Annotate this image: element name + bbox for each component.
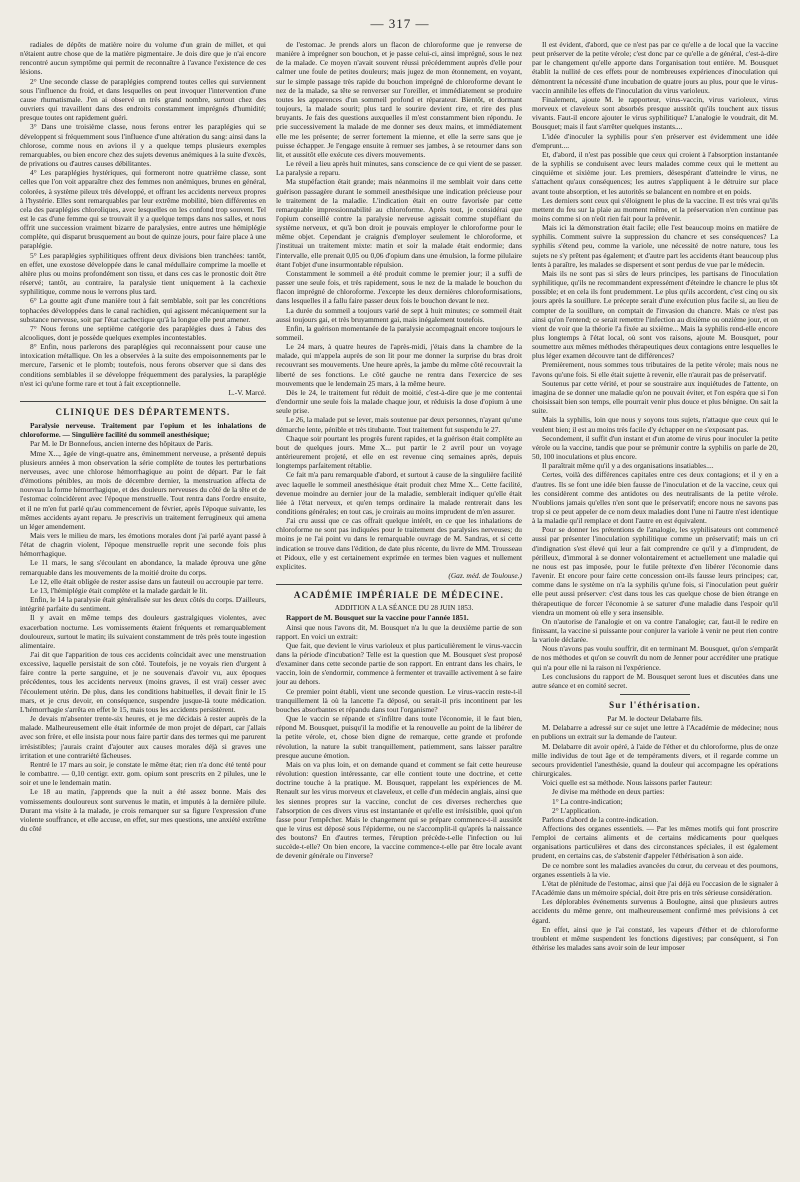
paragraph: Les conclusions du rapport de M. Bousquet seront lues et discutées dans une autre séance et en comité secret. <box>532 671 778 690</box>
paragraph: Que le vaccin se répande et s'infiltre dans toute l'économie, il le faut bien, répond M. Bousquet, puisqu'il la modifie et la renouvelle au point de la libérer de la petite vérole, et, chose bien digne de remarque, cette grande et profonde révolution, la nature la subit tranquillement, patiemment, sans laisser paraître presque aucune émotion. <box>276 714 522 760</box>
paragraph: 6° La goutte agit d'une manière tout à fait semblable, soit par les concrétions tophacées développées dans le canal rachidien, qui agissent mécaniquement sur la substance nerveuse, soit par l'état cachectique qu'à la longue elle peut amener. <box>20 296 266 324</box>
paragraph: J'ai cru aussi que ce cas offrait quelque intérêt, en ce que les inhalations de chloroforme ne sont pas indiquées pour le traitement des paralysies nerveuses; du moins je ne l'ai point vu dans le remarquable ouvrage de M. Sandras, et si cette indication se trouve dans l'édition, de date plus récente, du livre de MM. Trousseau et Pidoux, elle y est certainement exprimée en termes bien vagues et nullement explicites. <box>276 516 522 571</box>
section-divider <box>276 584 522 585</box>
paragraph: Le 12, elle était obligée de rester assise dans un fauteuil ou accroupie par terre. <box>30 576 264 586</box>
paragraph: 5° Les paraplégies syphilitiques offrent deux divisions bien tranchées: tantôt, en effet, une exostose développée dans le canal médullaire comprime la moelle et altère plus ou moins profondément son tissu, et dans ces cas le pronostic doit être réservé; tantôt, au contraire, la paralysie tient uniquement à la cachexie syphilitique, comme nous le verrons plus tard. <box>20 250 266 297</box>
paragraph: M. Delabarre a adressé sur ce sujet une lettre à l'Académie de médecine; nous en publions un extrait sur la demande de l'auteur. <box>532 723 778 742</box>
paragraph: Secondement, il suffit d'un instant et d'un atome de virus pour inoculer la petite vérole ou la vaccine, tandis que pour se prémunir contre la syphilis on parle de 20, 50, 100 inoculations et plus encore. <box>532 433 778 462</box>
paragraph: On n'autorise de l'analogie et on va contre l'analogie; car, faut-il le redire en finissant, la vaccine si puissante pour conjurer la variole à venir ne peut rien contre la variole déclarée. <box>532 616 778 645</box>
paragraph: Et, d'abord, il n'est pas possible que ceux qui croient à l'absorption instantanée de la syphilis se conduisent avec leurs malades comme ceux qui le mettent au cinquième et sixième jour. Les premiers, désespérant d'atteindre le virus, ne s'attachent qu'aux conséquences; les autres s'appliquent à le détruire sur place avant toute absorption, et les autorités se balancent en nombre et en poids. <box>532 149 778 196</box>
paragraph: Finalement, ajoute M. le rapporteur, virus-vaccin, virus varioleux, virus morveux et claveleux sont absorbés presque aussitôt qu'ils touchent aux tissus vivants. Faut-il encore ajouter le virus syphilitique? L'analogie le voudrait, dit M. Bousquet; mais il faut s'arrêter quelques instants.... <box>532 94 778 132</box>
paragraph: Constamment le sommeil a été produit comme le premier jour; il a suffi de passer une seule fois, et très rapidement, sous le nez de la malade le bouchon du flacon imprégné de chloroforme. J'excepte les deux dernières chloroformisations, dans lesquelles il a fallu faire passer deux fois le bouchon devant le nez. <box>276 268 522 306</box>
list-item: Je divise ma méthode en deux parties: <box>552 787 665 797</box>
list-item: 2° L'application. <box>552 805 602 815</box>
paragraph: En effet, ainsi que je l'ai constaté, les vapeurs d'éther et de chloroforme troublent et même suspendent les fonctions digestives; par conséquent, si l'on éthérise les malades sans avoir soin de leur imposer <box>532 924 778 952</box>
paragraph: Mais ils ne sont pas si sûrs de leurs principes, les partisans de l'inoculation syphilitique, qu'ils ne recommandent expressément d'éteindre le chancre le plus tôt possible; et en cela ils font prudemment. Le plus qu'ils accordent, c'est cinq ou six jours après la souillure. Le précepte serait d'une exécution plus facile si, au lieu de compter de la souillure, on comptait de l'invasion du chancre. Mais ce n'est pas ainsi qu'on l'entend; ce serait remettre l'infection au dixième ou onzième jour, et on vient de voir que la théorie l'a fixée au sixième... Mais la syphilis rend-elle encore plus longtemps à l'état local, où sont vos raisons, ajoute M. Bousquet, pour soumettre aux mêmes méthodes thérapeutiques deux contagions entre lesquelles le plus léger examen découvre tant de différences? <box>532 268 778 361</box>
paragraph: Les derniers sont ceux qui s'éloignent le plus de la vaccine. Il est très vrai qu'ils mettent du feu sur la plaie au moment même, et la préservation n'en continue pas moins comme si on n'eût rien fait pour la prévenir. <box>532 195 778 223</box>
paragraph: Le réveil a lieu après huit minutes, sans conscience de ce qui vient de se passer. La paralysie a reparu. <box>276 159 522 178</box>
paragraph: L'idée d'inoculer la syphilis pour s'en préserver est évidemment une idée d'emprunt.... <box>532 131 778 150</box>
paragraph: Le 13, l'hémiplégie était complète et la malade gardait le lit. <box>30 585 208 595</box>
paragraph: 7° Nous ferons une septième catégorie des paraplégies dues à l'abus des alcooliques, dont je possède quelques exemples incontestables. <box>20 323 266 342</box>
paragraph: Le 18 au matin, j'apprends que la nuit a été assez bonne. Mais des vomissements douloureux sont survenus le matin, et imputés à la dernière pilule. Durant ma visite à la malade, je crois remarquer sur sa figure l'expression d'une violente souffrance, et elle accuse, en effet, sur mes questions, une anxiété extrême du côté <box>20 787 266 833</box>
paragraph: Il y avait en même temps des douleurs gastralgiques violentes, avec exacerbation nocturne. Les vomissements étaient fréquents et remarquablement douloureux, surtout le matin; ils suivaient constamment de très près toute ingestion alimentaire. <box>20 613 266 650</box>
article-title: Paralysie nerveuse. Traitement par l'opium et les inhalations de chloroforme. — Singulière facilité du sommeil anesthésique; <box>20 421 266 440</box>
paragraph: Premièrement, nous sommes tous tributaires de la petite vérole; mais nous ne l'avons qu'une fois. Si elle était sujette à revenir, elle n'aurait pas de préservatif. <box>532 360 778 379</box>
article-title: Rapport de M. Bousquet sur la vaccine pour l'année 1851. <box>286 613 469 623</box>
paragraph: Nous n'avons pas voulu souffrir, dit en terminant M. Bousquet, qu'on s'emparât de nos méthodes et qu'on se couvrît du nom de Jenner pour accréditer une pratique qui n'a pour elle ni la raison ni l'expérience. <box>532 644 778 672</box>
session-heading: ADDITION A LA SÉANCE DU 28 JUIN 1853. <box>334 604 474 613</box>
paragraph: Parlons d'abord de la contre-indication. <box>542 814 659 824</box>
paragraph: Mais ici la démonstration était facile; elle l'est beaucoup moins en matière de syphilis. Comment suivre la suppression du chancre et ses conséquences? La syphilis s'étend peu, comme la variole, une nécessité de notre nature, tous les sujets ne s'y prêtent pas également; et d'autre part les accidents étant beaucoup plus lents à paraître, les malades se dispersent et sont perdus de vue par le médecin. <box>532 223 778 269</box>
paragraph: Chaque soir pourtant les progrès furent rapides, et la guérison était complète au bout de quelques jours. Mme X... put partir le 2 avril pour un voyage antérieurement projeté, et elle en est revenue cinq semaines après, depuis longtemps parfaitement rétablie. <box>276 433 522 471</box>
section-title: CLINIQUE DES DÉPARTEMENTS. <box>55 407 231 418</box>
column-1 <box>20 40 266 1165</box>
section-divider <box>20 401 266 402</box>
paragraph: Rentré le 17 mars au soir, je constate le même état; rien n'a donc été tenté pour le combattre. — 0,10 centigr. extr. gom. opium sont prescrits en 2 pilules, une le soir et une le lendemain matin. <box>20 759 266 788</box>
paragraph: Soutenus par cette vérité, et pour se soustraire aux inquiétudes de l'attente, on imagina de se donner une maladie qu'on ne pouvait éviter, et l'on espéra que si l'on choisissait bien son temps, elle pourrait venir plus douce et plus bénigne. On sait la suite. <box>532 378 778 416</box>
paragraph: Les déplorables événements survenus à Boulogne, ainsi que plusieurs autres accidents du même genre, ont malheureusement confirmé mes prévisions à cet égard. <box>532 897 778 925</box>
paragraph: Certes, voilà des différences capitales entre ces deux contagions; et il y en a d'autres. Ils se font une idée bien fausse de l'inoculation et de la vaccine, ceux qui les considèrent comme des antidotes ou des neutralisants de la petite vérole. N'oublions jamais qu'elles n'en sont que le préservatif; encore nous ne savons pas trop si ce peut appeler de ce nom deux maladies dont l'une ni l'autre n'est identique à la maladie qu'il remplace et dont l'autre en est équivalent. <box>532 470 778 526</box>
paragraph: Que fait, que devient le virus varioleux et plus particulièrement le virus-vaccin dans la période d'incubation? Telle est la question que M. Bousquet s'est proposé d'examiner dans cette seconde partie de son rapport. En entrant dans les chairs, le vaccin, loin de s'endormir, commence à fermenter et travaille activement à se faire jour au dehors. <box>276 640 522 687</box>
paragraph: Ce premier point établi, vient une seconde question. Le virus-vaccin reste-t-il tranquillement là où la lancette l'a déposé, ou serait-il pris incontinent par les bouches absorbantes et répandu dans tout l'organisme? <box>276 686 522 714</box>
signature: L.-V. Marcé. <box>228 387 266 397</box>
paragraph: 2° Une seconde classe de paraplégies comprend toutes celles qui surviennent sous l'influence du froid, et dans lesquelles on peut invoquer l'intervention d'une cause rhumatismale. J'en ai observé un très grand nombre, surtout chez des ouvriers qui travaillent dans des endroits constamment imprégnés d'humidité; presque toutes ont rapidement guéri. <box>20 76 266 123</box>
paragraph: Ce fait m'a paru remarquable d'abord, et surtout à cause de la singulière facilité avec laquelle le sommeil anesthésique était produit chez Mme X... Cette facilité, devenue moindre au dernier jour de la maladie, semblerait indiquer qu'elle était liée à l'état nerveux, et qu'en temps ordinaire la malade rentrerait dans les conditions générales; en tout cas, je croirais au moins imprudent de m'en assurer. <box>276 470 522 516</box>
paragraph: M. Delabarre dit avoir opéré, à l'aide de l'éther et du chloroforme, plus de onze mille individus de tout âge et de tempéraments divers, et il regarde comme un secours providentiel l'anesthésie, quand la douleur qui accompagne les opérations chirurgicales. <box>532 741 778 779</box>
paragraph: 8° Enfin, nous parlerons des paraplégies qui reconnaissent pour cause une intoxication métallique. On les a observées à la suite des empoisonnements par le mercure, l'arsenic et le plomb; toutefois, nous ferons observer que si dans des conditions semblables il se développe fréquemment des paralysies, la paraplégie n'est ici qu'une forme rare et tout à fait exceptionnelle. <box>20 342 266 388</box>
paragraph: Il est évident, d'abord, que ce n'est pas par ce qu'elle a de local que la vaccine peut préserver de la petite vérole; c'est donc par ce qu'elle a de général, c'est-à-dire par le changement qu'elle apporte dans l'organisation tout entière. M. Bousquet établit la nullité de ces effets pour de nombreuses expériences d'inoculation qui démontrent la nécessité d'une incubation de quatre jours au plus, pour que le virus-vaccin annihile les effets de l'inoculation du virus varioleux. <box>532 40 778 95</box>
paragraph: Enfin, le 14 la paralysie était généralisée sur les deux côtés du corps. D'ailleurs, intégrité parfaite du sentiment. <box>20 595 266 614</box>
section-divider <box>620 694 690 695</box>
paragraph: Le 24 mars, à quatre heures de l'après-midi, j'étais dans la chambre de la malade, qui m'appela auprès de son lit pour me donner la surprise du bras droit recouvrant ses mouvements. Une heure après, la jambe du même côté recouvrait la liberté de ses fonctions. Le côté gauche ne rentra dans l'exercice de ses mouvements que le lendemain 25 mars, à la même heure. <box>276 342 522 388</box>
paragraph: Il paraîtrait même qu'il y a des organisations insatiables.... <box>542 461 714 471</box>
paragraph: Le 11 mars, le sang s'écoulant en abondance, la malade éprouva une gêne remarquable dans les mouvements de la moitié droite du corps. <box>20 558 266 577</box>
paragraph: La durée du sommeil a toujours varié de sept à huit minutes; ce sommeil était aussi toujours gai, et très bruyamment gai, mais inégalement toutefois. <box>276 305 522 324</box>
paragraph: Ma stupéfaction était grande; mais néanmoins il me semblait voir dans cette guérison passagère durant le sommeil anesthésique une indication précieuse pour le traitement de la maladie. L'indication était en outre favorisée par cette remarquable impressionnabilité au chloroforme. Après tout, je considérai que l'opium conseillé contre la paralysie nerveuse agissait comme stupéfiant du système nerveux, et qu'à bon droit je pouvais employer le chloroforme pour le même objet. Cependant je craignis d'employer seulement le chloroforme, et j'instituai un traitement mixte: matin et soir la malade était endormie; dans l'intervalle, elle prenait 0,05 ou 0,06 d'opium dans une émulsion, la forme pilulaire étant l'objet d'une insurmontable répulsion. <box>276 177 522 269</box>
paragraph: 4° Les paraplégies hystériques, qui formeront notre quatrième classe, sont celles que l'on voit apparaître chez des femmes non anémiques, brunes en général, colorées, à système pileux très développé, et offrant les accidents nerveux propres à l'hystérie. Elles sont remarquables par leur extrême mobilité, bien différentes en cela des paraplégies chloroliques, avec lesquelles on les confond trop souvent. Tel est le cas d'une femme qui se trouvait il y a quelque temps dans nos salles, et nous offrit une succession vraiment bizarre de paralysies, entre autres une hémiplégie complète, qui disparut brusquement au bout de quinze jours, pour faire place à une paraplégie. <box>20 168 266 251</box>
paragraph: Pour se donner les prétentions de l'analogie, les syphilisateurs ont commencé aussi par présenter l'inoculation syphilitique comme un préservatif; mais un cri d'indignation s'est élevé qui leur a fait comprendre ce qu'il y a d'imprudent, de périlleux, d'immoral à se donner volontairement et actuellement une maladie qui ne nous est pas imposée, pour le futile prétexte d'en libérer l'économie dans l'avenir. Et encore pour faire cette concession ont-ils fausse leurs principes; car, comme dans le système on n'a la syphilis qu'une fois, si l'inoculation peut guérir elle peut aussi préserver: c'est dans tous les cas quelque chose de bien étrange en thérapeutique de forcer l'économie à se saturer d'une maladie dans l'espoir qu'il viendra un moment où elle y sera insensible. <box>532 525 778 617</box>
section-title: Sur l'éthérisation. <box>609 700 701 711</box>
paragraph: De ce nombre sont les maladies avancées du cœur, du cerveau et des poumons, organes essentiels à la vie. <box>532 860 778 879</box>
paragraph: L'état de plénitude de l'estomac, ainsi que j'ai déjà eu l'occasion de le signaler à l'Académie dans un mémoire spécial, doit être pris en très sérieuse considération. <box>532 878 778 898</box>
article-author: Par M. le Dr Bonnefous, ancien interne des hôpitaux de Paris. <box>30 439 213 449</box>
page-number: — 317 — <box>370 16 430 31</box>
paragraph: 3° Dans une troisième classe, nous ferons entrer les paraplégies qui se développent si fréquemment sous l'influence d'une altération du sang: ainsi dans la chlorose, comme nous en avions il y a quelque temps plusieurs exemples remarquables, ou bien encore chez des sujets devenus anémiques à la suite d'excès, de privations ou d'autres causes débilitantes. <box>20 122 266 169</box>
section-title: ACADÉMIE IMPÉRIALE DE MÉDECINE. <box>293 590 505 601</box>
paragraph: de l'estomac. Je prends alors un flacon de chloroforme que je renverse de manière à imprégner son bouchon, et je passe celui-ci, ainsi imprégné, sous le nez de la malade. Ce moyen n'avait souvent réussi précédemment auprès d'elle pour calmer une foule de petites douleurs; mais jugez de mon étonnement, en voyant, sur le simple passage très rapide du bouchon imprégné de chloroforme devant le nez de la malade, sa tête se renverser sur l'oreiller, et immédiatement se produire toutes les apparences d'un sommeil profond et réparateur. Bientôt, et dormant toujours, la malade sourit; plus tard le sourire devient rire, et rire des plus bruyants. Je fais des questions auxquelles il m'est constamment bien répondu. Je prie successivement la malade de me donner ses deux mains, et immédiatement elle me les présente; de serrer fortement la mienne, et elle la serre sans que je puisse échapper. Je l'engage ensuite à remuer ses jambes, à se retourner dans son lit, et aussitôt elle exécute ces divers mouvements. <box>276 40 522 159</box>
paragraph: Je devais m'absenter trente-six heures, et je me décidais à rester auprès de la malade. Malheureusement elle était informée de mon projet de départ, car j'allais avec son frère, et elle insista pour nous faire partir dans des termes qui me parurent irrésistibles; j'aurais craint d'ajouter aux causes morales déjà si graves une irritation et une contrariété fâcheuses. <box>20 714 266 760</box>
source-citation: (Gaz. méd. de Toulouse.) <box>448 571 522 581</box>
paragraph: J'ai dit que l'apparition de tous ces accidents coïncidait avec une menstruation excessive, laquelle persistait de son côté. Toutefois, je ne voyais rien d'urgent à faire contre la perte sanguine, et je ne souvenais d'avoir vu, aux époques précédentes, tous les accidents nerveux (moins graves, il est vrai) cesser avec l'écoulement utérin. De plus, dans les conditions habituelles, il devait finir le 15 mars, et je crus devoir, en conséquence, suspendre jusque-là toute médication. L'hémorrhagie s'arrêta en effet le 15, mais tous les accidents persistèrent. <box>20 650 266 714</box>
paragraph: Le 26, la malade put se lever, mais soutenue par deux personnes, n'ayant qu'une démarche lente, pénible et très titubante. Tout traitement fut suspendu le 27. <box>276 415 522 434</box>
paragraph: Mais vers le milieu de mars, les émotions morales dont j'ai parlé ayant passé à l'état de chagrin violent, l'époque menstruelle reprit une seconde fois plus hémorrhagique. <box>20 530 266 559</box>
paragraph: Affections des organes essentiels. — Par les mêmes motifs qui font proscrire l'emploi de certains aliments et de certains médicaments pour quelques organisations particulières et dans des circonstances spéciales, il est également prudent, en certains cas, de s'abstenir d'appeler l'éthérisation à son aide. <box>532 823 778 861</box>
list-item: 1° La contre-indication; <box>552 796 623 806</box>
column-3 <box>532 40 778 1165</box>
article-author: Par M. le docteur Delabarre fils. <box>607 714 703 724</box>
paragraph: Mais la syphilis, loin que nous y soyons tous sujets, n'attaque que ceux qui le veulent bien; il est au moins très facile d'y échapper en ne s'exposant pas. <box>532 415 778 434</box>
paragraph: Dès le 24, le traitement fut réduit de moitié, c'est-à-dire que je me contentai d'endormir une seule fois la malade chaque jour, et réduisis la dose d'opium à une seule prise. <box>276 387 522 416</box>
paragraph: Enfin, la guérison momentanée de la paralysie accompagnait encore toujours le sommeil. <box>276 323 522 342</box>
paragraph: radiales de dépôts de matière noire du volume d'un grain de millet, et qui n'étaient autre chose que de la matière pigmentaire. Je dois dire que je n'ai encore rencontré aucun symptôme qui permit de reconnaître à l'avance l'existence de ces lésions. <box>20 40 266 77</box>
paragraph: Mais on va plus loin, et on demande quand et comment se fait cette heureuse révolution: question intéressante, car elle contient toute une doctrine, et cette doctrine touche à la pratique. M. Bousquet, rappelant les expériences de M. Renault sur les virus morveux et claveleux, et celle d'un médecin anglais, ainsi que les siennes propres sur la vaccine, conclut de ces diverses recherches que l'absorption de ces divers virus est instantanée et qu'elle est irrésistible, quoi qu'on fasse pour l'empêcher. Mais le changement qui se prépare commence-t-il aussitôt que le virus est déposé sous l'épiderme, ou ne s'accomplit-il qu'après la naissance des boutons? En d'autres termes, l'éruption précède-t-elle l'infection ou lui succède-t-elle? On bien encore, la vaccine commence-t-elle par être locale avant de devenir générale ou l'inverse? <box>276 759 522 861</box>
paragraph: Ainsi que nous l'avons dit, M. Bousquet n'a lu que la deuxième partie de son rapport. En voici un extrait: <box>276 622 522 641</box>
column-2 <box>276 40 522 1165</box>
paragraph: Mme X..., âgée de vingt-quatre ans, éminemment nerveuse, a présenté depuis plusieurs années à mon observation la série complète de toutes les perturbations nerveuses, avec une chlorose hémorrhagique au point de départ. Par le fait d'émotions pénibles, au mois de décembre dernier, la menstruation affecta de nouveau la forme hémorrhagique, et des douleurs nerveuses du côté de la tête et de l'estomac coïncidèrent avec l'époque menstruelle. Tout rentra dans l'ordre ensuite, et il ne m'en fut parlé qu'au commencement de février, après l'époque suivante, les mêmes accidents ayant reparu. Je prescrivis un traitement ferrugineux qui amena un léger amendement. <box>20 448 266 531</box>
paragraph: Voici quelle est sa méthode. Nous laissons parler l'auteur: <box>542 778 713 788</box>
